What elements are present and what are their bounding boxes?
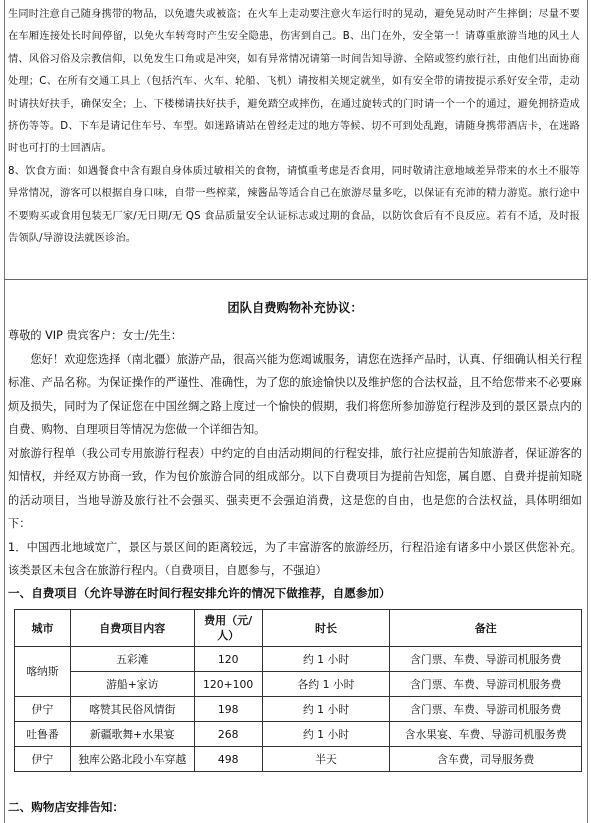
header-duration: 时长 [262, 610, 390, 647]
table-row [15, 647, 582, 672]
agreement-section [8, 282, 582, 603]
agreement-paragraph-1: 您好！欢迎您选择（南北疆）旅游产品，很高兴能为您竭诚服务，请您在选择产品时，认真、仔细确认相关行程标准、产品名称。为保证操作的严谨性、准确性，为了您的旅途愉快以及维护您的合法权益，且不给您带来不必要麻烦及损失，同时为了保证您在中国丝绸之路上度过一个愉快的假期，我们将您所参加游览行程涉及到的景区景点内的自费、购物、自理项目等情况为您做一个详细告知。 [8, 352, 582, 436]
table-header-row [15, 610, 582, 647]
cell-duration: 约 1 小时 [262, 722, 390, 747]
cell-fee: 268 [194, 722, 262, 747]
section-divider [4, 279, 588, 280]
cell-city: 伊宁 [15, 747, 71, 772]
self-pay-table [14, 609, 582, 772]
cell-note: 含门票、车费、导游司机服务费 [390, 672, 582, 697]
cell-note: 含门票、车费、导游司机服务费 [390, 647, 582, 672]
cell-fee: 120+100 [194, 672, 262, 697]
page-right-border [587, 0, 588, 823]
cell-city: 伊宁 [15, 697, 71, 722]
cell-city: 吐鲁番 [15, 722, 71, 747]
safety-notes-section [8, 4, 580, 250]
cell-item: 独库公路北段小车穿越 [70, 747, 194, 772]
table-row [15, 747, 582, 772]
cell-item: 游船+家访 [70, 672, 194, 697]
diet-paragraph: 8、饮食方面：如遇餐食中含有跟自身体质过敏相关的食物，请慎重考虑是否食用，同时敬请注意地域差异带来的水土不服等异常情况，游客可以根据自身口味，自带一些榨菜，辣酱品等适合自己在旅游尽量多吃，以保证有充沛的精力游览。旅行途中不要购买或食用包装无厂家/无日期/无 QS 食品质量安全认证标志或过期的食品，以防饮食后有不良反应。若有不适，及时报告领队/导游设法就医诊治。 [8, 165, 580, 245]
cell-note: 含水果宴、车费、导游司机服务费 [390, 722, 582, 747]
table-row [15, 672, 582, 697]
cell-item: 喀赞其民俗风情街 [70, 697, 194, 722]
cell-duration: 约 1 小时 [262, 697, 390, 722]
agreement-paragraph-3: 1．中国西北地域宽广，景区与景区间的距离较远，为了丰富游客的旅游经历，行程沿途有诸多中小景区供您补充。该类景区未包含在旅游行程内。（自费项目，自愿参与，不强迫） [8, 540, 582, 577]
header-city: 城市 [15, 610, 71, 647]
header-note: 备注 [390, 610, 582, 647]
cell-item: 新疆歌舞+水果宴 [70, 722, 194, 747]
cell-note: 含车费，司导服务费 [390, 747, 582, 772]
table-row [15, 722, 582, 747]
agreement-paragraph-2: 对旅游行程单（我公司专用旅游行程表）中约定的自由活动期间的行程安排，旅行社应提前告知旅游者，保证游客的知情权，并经双方协商一致，作为包价旅游合同的组成部分。以下自费项目为提前告知您，属自愿、自费并提前知晓的活动项目，当地导游及旅行社不会强买、强卖更不会强迫消费，这是您的自由，也是您的合法权益，具体明细如下： [8, 446, 582, 530]
header-fee: 费用（元/人） [194, 610, 262, 647]
section-heading-self-pay: 一、自费项目（允许导游在时间行程安排允许的情况下做推荐，自愿参加） [8, 585, 391, 600]
cell-fee: 120 [194, 647, 262, 672]
cell-note: 含门票、车费、导游司机服务费 [390, 697, 582, 722]
page-left-border [4, 0, 5, 823]
cell-item: 五彩滩 [70, 647, 194, 672]
greeting: 尊敬的 VIP 贵宾客户：女士/先生： [8, 329, 183, 342]
cell-duration: 约 1 小时 [262, 647, 390, 672]
header-item: 自费项目内容 [70, 610, 194, 647]
cell-duration: 半天 [262, 747, 390, 772]
cell-city: 喀纳斯 [15, 647, 71, 697]
table-row [15, 697, 582, 722]
cell-fee: 498 [194, 747, 262, 772]
section-heading-shopping: 二、购物店安排告知： [8, 800, 124, 814]
cell-fee: 198 [194, 697, 262, 722]
agreement-title: 团队自费购物补充协议： [227, 301, 363, 315]
safety-paragraph: 生同时注意自己随身携带的物品，以免遗失或被盗；在火车上走动要注意火车运行时的晃动，避免晃动时产生摔倒；尽量不要在车厢连接处长时间停留，以免火车转弯时产生安全隐患，伤害到自己。B、出门在外，安全第一！请尊重旅游当地的风土人情、风俗习俗及宗教信仰，以免发生口角或是冲突，如有异常情况请第一时间告知导游、全陪或签约旅行社，由他们出面协商处理；C、在所有交通工具上（包括汽车、火车、轮船、飞机）请按相关规定就坐，如有安全带的请按提示系好安全带，走动时请扶好扶手，确保安全；上、下楼梯请扶好扶手，避免踏空或摔伤，在通过旋转式的门时请一个一个的通过，避免拥挤造成挤伤等等。D、下车是请记住车号、车型。如迷路请站在曾经走过的地方等候、切不可到处乱跑，请随身携带酒店卡，在迷路时也可打的士回酒店。 [8, 9, 580, 155]
cell-duration: 各约 1 小时 [262, 672, 390, 697]
